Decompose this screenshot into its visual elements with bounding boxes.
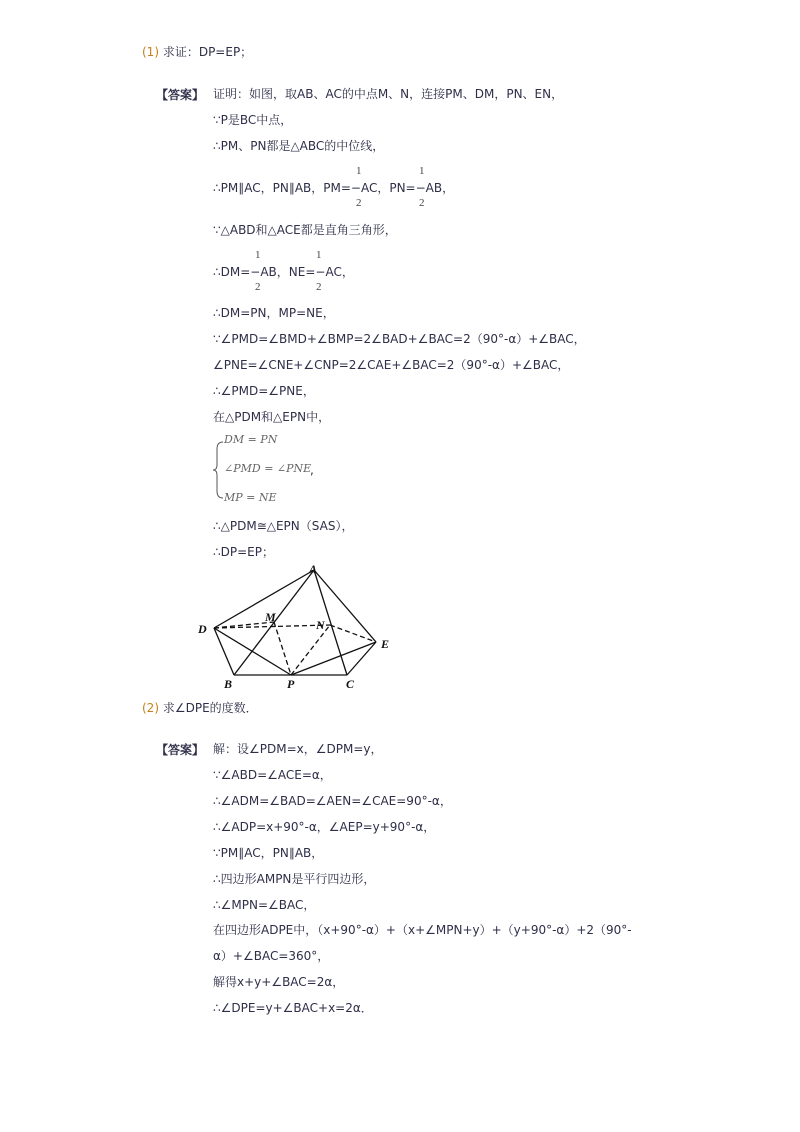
proof-line: ∴PM、PN都是△ABC的中位线， [213, 139, 385, 153]
segment-db [214, 628, 234, 675]
proof-line: 证明：如图，取AB、AC的中点M、N，连接PM、DM，PN、EN， [213, 87, 564, 101]
point-label-d: D [198, 622, 207, 636]
fraction-denominator: 2 [316, 281, 322, 293]
solution-line: ∴∠ADP=x+90°-α，∠AEP=y+90°-α， [213, 820, 436, 834]
system-equation: ∠PMD = ∠PNE [224, 462, 312, 475]
solution-line: 解：设∠PDM=x，∠DPM=y， [213, 742, 383, 756]
fraction-denominator: 2 [356, 197, 362, 209]
fraction-numerator: 1 [356, 165, 362, 177]
question-number: (2) [142, 701, 159, 715]
question-1-heading [142, 44, 252, 60]
point-label-n: N [316, 618, 325, 632]
solution-line: α）+∠BAC=360°， [213, 949, 330, 963]
question-number: (1) [142, 45, 159, 59]
proof-line: ∵△ABD和△ACE都是直角三角形， [213, 223, 397, 237]
proof-line: ∠PNE=∠CNE+∠CNP=2∠CAE+∠BAC=2（90°-α）+∠BAC， [213, 358, 570, 372]
point-label-a: A [309, 562, 318, 576]
system-comma: , [310, 463, 314, 477]
fraction-numerator: 1 [316, 249, 322, 261]
fraction-denominator: 2 [419, 197, 425, 209]
question-title: 求∠DPE的度数． [162, 701, 258, 715]
solution-line: ∴四边形AMPN是平行四边形， [213, 872, 376, 886]
proof-line: ∴DM=−AB，NE=−AC， [213, 265, 354, 279]
proof-line: ∴△PDM≅△EPN（SAS）， [213, 519, 354, 533]
solution-line: ∵∠ABD=∠ACE=α， [213, 768, 332, 782]
fraction-numerator: 1 [419, 165, 425, 177]
proof-line: ∴DP=EP； [213, 545, 274, 559]
proof-line: 在△PDM和△EPN中， [213, 410, 331, 424]
solution-line: 在四边形ADPE中，（x+90°-α）+（x+∠MPN+y）+（y+90°-α）+2（90°- [213, 923, 632, 937]
point-label-e: E [381, 637, 390, 651]
proof-line: ∴DM=PN，MP=NE， [213, 306, 335, 320]
solution-line: ∴∠MPN=∠BAC， [213, 898, 316, 912]
system-equation: DM = PN [224, 433, 278, 446]
question-title: 求证：DP=EP； [162, 45, 253, 59]
system-equation: MP = NE [224, 491, 277, 504]
solution-line: ∵PM∥AC，PN∥AB， [213, 846, 324, 860]
point-label-c: C [346, 677, 355, 691]
segment-mp [274, 622, 291, 675]
solution-line: ∴∠DPE=y+∠BAC+x=2α． [213, 1001, 373, 1015]
geometry-figure [190, 562, 410, 692]
point-label-b: B [224, 677, 233, 691]
fraction-numerator: 1 [255, 249, 261, 261]
fraction-denominator: 2 [255, 281, 261, 293]
point-label-p: P [287, 677, 295, 691]
proof-line: ∵P是BC中点， [213, 113, 293, 127]
answer-tag: 【答案】 [156, 743, 205, 757]
point-label-m: M [265, 610, 276, 624]
segment-dp [214, 628, 291, 675]
segment-ad [214, 570, 314, 628]
proof-line: ∴∠PMD=∠PNE， [213, 384, 315, 398]
solution-line: 解得x+y+∠BAC=2α， [213, 975, 345, 989]
proof-line: ∵∠PMD=∠BMD+∠BMP=2∠BAD+∠BAC=2（90°-α）+∠BAC， [213, 332, 586, 346]
question-2-heading [142, 700, 258, 716]
proof-line: ∴PM∥AC，PN∥AB，PM=−AC，PN=−AB， [213, 181, 455, 195]
solution-line: ∴∠ADM=∠BAD=∠AEN=∠CAE=90°-α， [213, 794, 452, 808]
answer-tag: 【答案】 [156, 88, 205, 102]
